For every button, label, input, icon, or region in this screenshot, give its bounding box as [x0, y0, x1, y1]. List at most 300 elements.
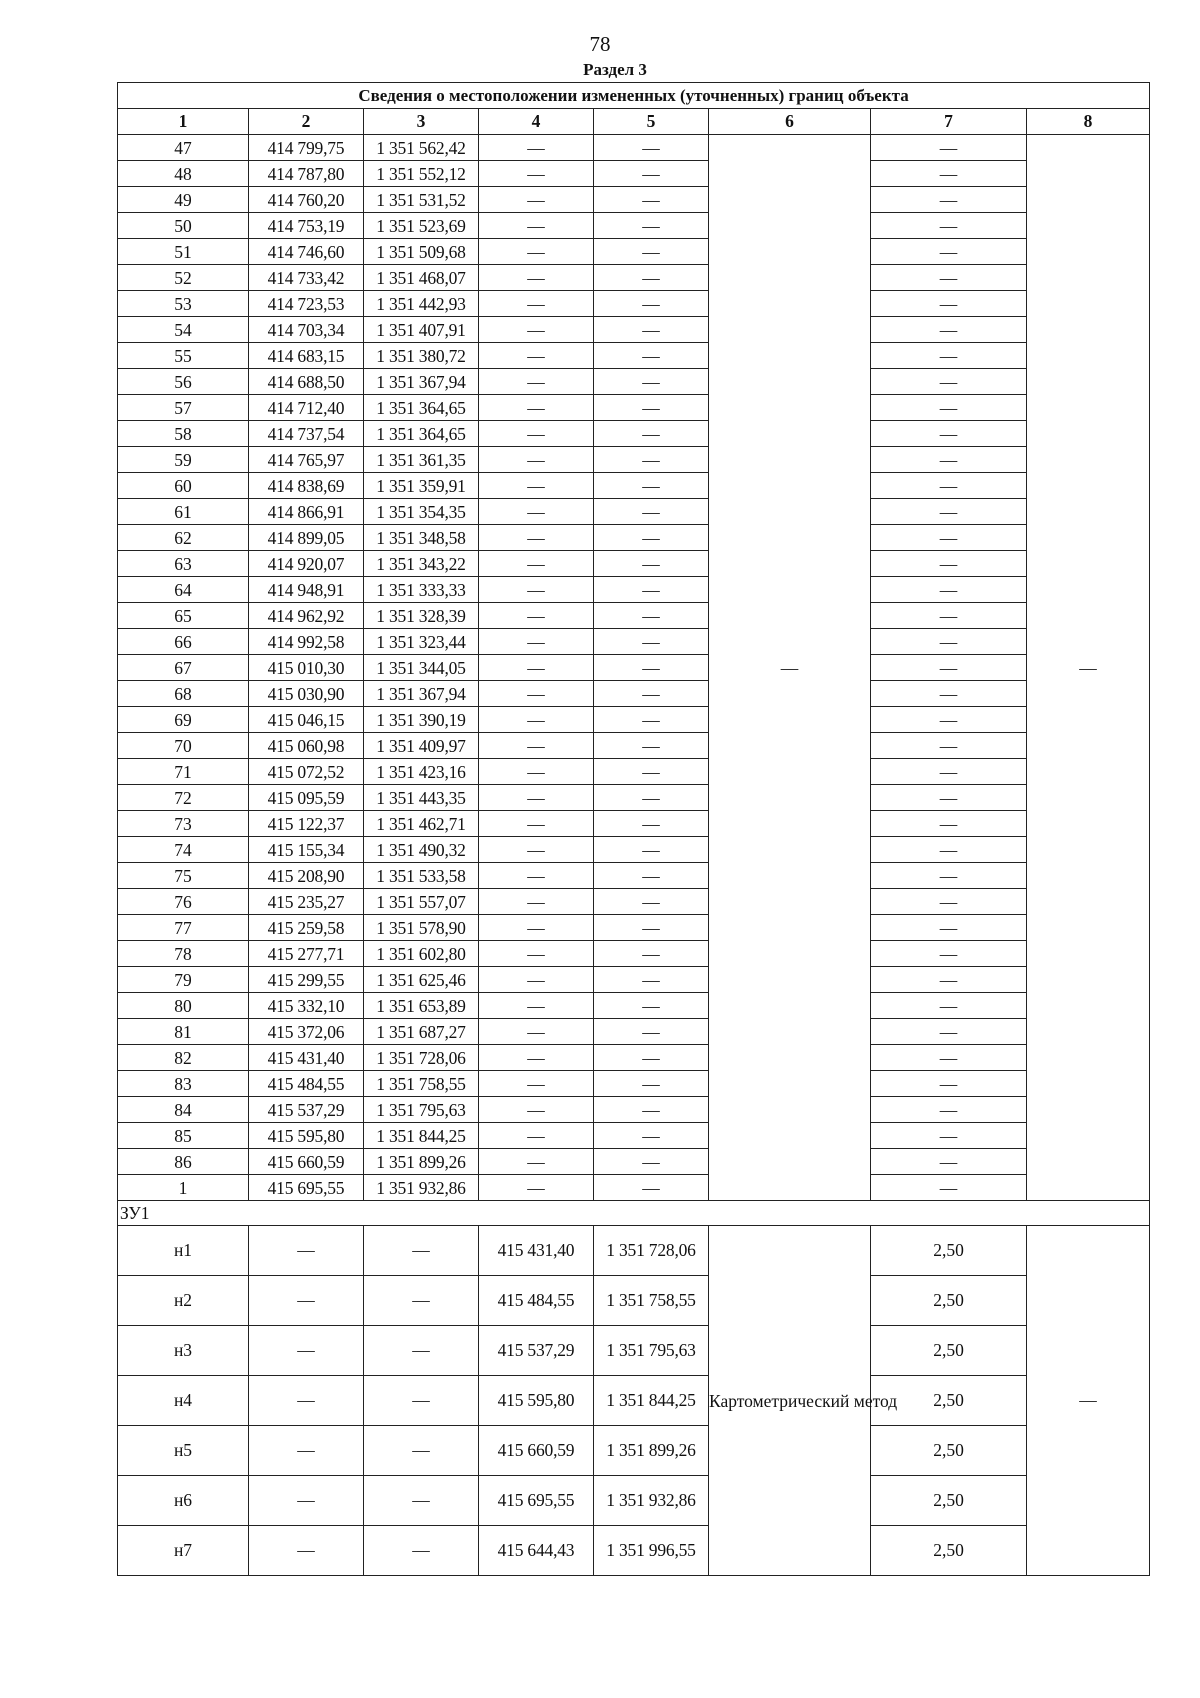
- point-number: н4: [118, 1376, 249, 1426]
- column-number: 4: [479, 109, 594, 135]
- coord-y: 1 351 795,63: [364, 1097, 479, 1123]
- coord-y: 1 351 443,35: [364, 785, 479, 811]
- table-row: [118, 421, 1150, 447]
- dash-cell: —: [594, 1149, 709, 1175]
- coord-x: 415 660,59: [249, 1149, 364, 1175]
- dash-cell: —: [871, 577, 1027, 603]
- coord-x: 415 155,34: [249, 837, 364, 863]
- point-number: н6: [118, 1476, 249, 1526]
- point-number: 48: [118, 161, 249, 187]
- coord-y: 1 351 328,39: [364, 603, 479, 629]
- table-row: [118, 291, 1150, 317]
- column-number-row: [118, 109, 1150, 135]
- dash-cell: —: [479, 1123, 594, 1149]
- coord-y: 1 351 533,58: [364, 863, 479, 889]
- point-number: 70: [118, 733, 249, 759]
- point-number: 52: [118, 265, 249, 291]
- coord-x: 415 095,59: [249, 785, 364, 811]
- description-cell: —: [1027, 135, 1150, 1201]
- coord-y: 1 351 364,65: [364, 421, 479, 447]
- coord-y: 1 351 490,32: [364, 837, 479, 863]
- dash-cell: —: [594, 187, 709, 213]
- coord-x: 415 695,55: [249, 1175, 364, 1201]
- coord-y: 1 351 442,93: [364, 291, 479, 317]
- table-row: [118, 551, 1150, 577]
- point-number: 76: [118, 889, 249, 915]
- dash-cell: —: [249, 1476, 364, 1526]
- coord-x: 414 753,19: [249, 213, 364, 239]
- table-row: [118, 863, 1150, 889]
- table-row: [118, 499, 1150, 525]
- dash-cell: —: [871, 889, 1027, 915]
- new-coord-x: 415 644,43: [479, 1526, 594, 1576]
- dash-cell: —: [364, 1476, 479, 1526]
- table-row: [118, 785, 1150, 811]
- dash-cell: —: [479, 993, 594, 1019]
- coord-y: 1 351 899,26: [364, 1149, 479, 1175]
- dash-cell: —: [594, 577, 709, 603]
- dash-cell: —: [479, 811, 594, 837]
- dash-cell: —: [249, 1276, 364, 1326]
- column-number: 5: [594, 109, 709, 135]
- dash-cell: —: [479, 941, 594, 967]
- dash-cell: —: [594, 733, 709, 759]
- section-title: Раздел 3: [583, 60, 647, 79]
- coord-x: 414 760,20: [249, 187, 364, 213]
- dash-cell: —: [479, 213, 594, 239]
- dash-cell: —: [479, 395, 594, 421]
- point-number: 62: [118, 525, 249, 551]
- dash-cell: —: [594, 239, 709, 265]
- table-caption: Сведения о местоположении измененных (уточненных) границ объекта: [118, 83, 1150, 109]
- dash-cell: —: [249, 1526, 364, 1576]
- coord-y: 1 351 367,94: [364, 681, 479, 707]
- point-number: 65: [118, 603, 249, 629]
- coord-y: 1 351 523,69: [364, 213, 479, 239]
- coord-x: 414 962,92: [249, 603, 364, 629]
- dash-cell: —: [479, 317, 594, 343]
- point-number: 60: [118, 473, 249, 499]
- dash-cell: —: [871, 681, 1027, 707]
- dash-cell: —: [871, 265, 1027, 291]
- dash-cell: —: [594, 343, 709, 369]
- dash-cell: —: [871, 447, 1027, 473]
- column-number: 7: [871, 109, 1027, 135]
- dash-cell: —: [871, 213, 1027, 239]
- accuracy-cell: 2,50: [871, 1376, 1027, 1426]
- dash-cell: —: [594, 811, 709, 837]
- accuracy-cell: 2,50: [871, 1226, 1027, 1276]
- dash-cell: —: [479, 577, 594, 603]
- coord-x: 415 332,10: [249, 993, 364, 1019]
- dash-cell: —: [594, 1123, 709, 1149]
- dash-cell: —: [594, 473, 709, 499]
- coord-y: 1 351 323,44: [364, 629, 479, 655]
- coord-x: 415 235,27: [249, 889, 364, 915]
- dash-cell: —: [871, 1045, 1027, 1071]
- coord-y: 1 351 364,65: [364, 395, 479, 421]
- new-coord-y: 1 351 758,55: [594, 1276, 709, 1326]
- dash-cell: —: [594, 915, 709, 941]
- table-row: [118, 915, 1150, 941]
- table-row: [118, 395, 1150, 421]
- table-row: [118, 213, 1150, 239]
- point-number: 81: [118, 1019, 249, 1045]
- table-row: [118, 993, 1150, 1019]
- point-number: 83: [118, 1071, 249, 1097]
- coord-x: 414 723,53: [249, 291, 364, 317]
- point-number: 72: [118, 785, 249, 811]
- point-number: 79: [118, 967, 249, 993]
- coord-y: 1 351 557,07: [364, 889, 479, 915]
- coord-x: 415 595,80: [249, 1123, 364, 1149]
- point-number: 80: [118, 993, 249, 1019]
- point-number: 78: [118, 941, 249, 967]
- coord-y: 1 351 552,12: [364, 161, 479, 187]
- table-row: [118, 135, 1150, 161]
- dash-cell: —: [594, 1019, 709, 1045]
- point-number: 47: [118, 135, 249, 161]
- dash-cell: —: [871, 941, 1027, 967]
- coord-x: 414 992,58: [249, 629, 364, 655]
- dash-cell: —: [594, 967, 709, 993]
- dash-cell: —: [594, 993, 709, 1019]
- coord-y: 1 351 578,90: [364, 915, 479, 941]
- coord-x: 414 838,69: [249, 473, 364, 499]
- dash-cell: —: [871, 1175, 1027, 1201]
- dash-cell: —: [479, 707, 594, 733]
- point-number: 73: [118, 811, 249, 837]
- dash-cell: —: [871, 421, 1027, 447]
- dash-cell: —: [479, 915, 594, 941]
- zone-table-row: [118, 1326, 1150, 1376]
- coord-x: 415 046,15: [249, 707, 364, 733]
- table-row: [118, 811, 1150, 837]
- dash-cell: —: [594, 863, 709, 889]
- point-number: 61: [118, 499, 249, 525]
- dash-cell: —: [871, 1019, 1027, 1045]
- accuracy-cell: 2,50: [871, 1526, 1027, 1576]
- table-row: [118, 967, 1150, 993]
- dash-cell: —: [479, 421, 594, 447]
- coord-x: 414 733,42: [249, 265, 364, 291]
- coord-y: 1 351 423,16: [364, 759, 479, 785]
- zone-header-row: [118, 1201, 1150, 1226]
- new-coord-x: 415 695,55: [479, 1476, 594, 1526]
- coord-y: 1 351 602,80: [364, 941, 479, 967]
- dash-cell: —: [594, 447, 709, 473]
- coord-y: 1 351 562,42: [364, 135, 479, 161]
- dash-cell: —: [479, 291, 594, 317]
- dash-cell: —: [871, 187, 1027, 213]
- new-coord-y: 1 351 932,86: [594, 1476, 709, 1526]
- table-row: [118, 239, 1150, 265]
- dash-cell: —: [871, 395, 1027, 421]
- dash-cell: —: [871, 811, 1027, 837]
- dash-cell: —: [249, 1376, 364, 1426]
- point-number: н7: [118, 1526, 249, 1576]
- new-coord-y: 1 351 844,25: [594, 1376, 709, 1426]
- coord-y: 1 351 531,52: [364, 187, 479, 213]
- coord-x: 415 372,06: [249, 1019, 364, 1045]
- zone-table-row: [118, 1526, 1150, 1576]
- dash-cell: —: [871, 291, 1027, 317]
- coord-y: 1 351 359,91: [364, 473, 479, 499]
- coord-x: 414 948,91: [249, 577, 364, 603]
- dash-cell: —: [479, 239, 594, 265]
- dash-cell: —: [364, 1276, 479, 1326]
- dash-cell: —: [479, 369, 594, 395]
- dash-cell: —: [364, 1376, 479, 1426]
- table-row: [118, 1019, 1150, 1045]
- dash-cell: —: [479, 1019, 594, 1045]
- dash-cell: —: [594, 681, 709, 707]
- dash-cell: —: [871, 655, 1027, 681]
- dash-cell: —: [479, 681, 594, 707]
- coord-x: 414 703,34: [249, 317, 364, 343]
- coord-x: 414 866,91: [249, 499, 364, 525]
- new-coord-x: 415 537,29: [479, 1326, 594, 1376]
- coord-x: 414 787,80: [249, 161, 364, 187]
- coord-y: 1 351 348,58: [364, 525, 479, 551]
- accuracy-cell: 2,50: [871, 1426, 1027, 1476]
- dash-cell: —: [871, 1071, 1027, 1097]
- zone-label: ЗУ1: [118, 1201, 1150, 1226]
- dash-cell: —: [594, 395, 709, 421]
- coord-y: 1 351 354,35: [364, 499, 479, 525]
- new-coord-y: 1 351 996,55: [594, 1526, 709, 1576]
- dash-cell: —: [871, 317, 1027, 343]
- dash-cell: —: [594, 1097, 709, 1123]
- point-number: 85: [118, 1123, 249, 1149]
- dash-cell: —: [364, 1426, 479, 1476]
- table-row: [118, 837, 1150, 863]
- dash-cell: —: [594, 603, 709, 629]
- accuracy-cell: 2,50: [871, 1276, 1027, 1326]
- table-caption-row: [118, 83, 1150, 109]
- accuracy-cell: 2,50: [871, 1326, 1027, 1376]
- new-coord-x: 415 595,80: [479, 1376, 594, 1426]
- dash-cell: —: [479, 1071, 594, 1097]
- zone-table-row: [118, 1226, 1150, 1276]
- method-cell: —: [709, 135, 871, 1201]
- dash-cell: —: [479, 733, 594, 759]
- dash-cell: —: [871, 915, 1027, 941]
- coord-y: 1 351 468,07: [364, 265, 479, 291]
- table-row: [118, 343, 1150, 369]
- dash-cell: —: [594, 317, 709, 343]
- table-row: [118, 1045, 1150, 1071]
- table-row: [118, 1123, 1150, 1149]
- dash-cell: —: [871, 967, 1027, 993]
- new-coord-x: 415 431,40: [479, 1226, 594, 1276]
- point-number: 59: [118, 447, 249, 473]
- dash-cell: —: [594, 759, 709, 785]
- dash-cell: —: [479, 1097, 594, 1123]
- dash-cell: —: [479, 135, 594, 161]
- new-coord-y: 1 351 728,06: [594, 1226, 709, 1276]
- coord-y: 1 351 390,19: [364, 707, 479, 733]
- coord-x: 414 688,50: [249, 369, 364, 395]
- table-row: [118, 941, 1150, 967]
- point-number: 49: [118, 187, 249, 213]
- point-number: 86: [118, 1149, 249, 1175]
- coord-y: 1 351 625,46: [364, 967, 479, 993]
- column-number: 8: [1027, 109, 1150, 135]
- dash-cell: —: [871, 1123, 1027, 1149]
- point-number: 84: [118, 1097, 249, 1123]
- dash-cell: —: [594, 889, 709, 915]
- dash-cell: —: [479, 447, 594, 473]
- coord-y: 1 351 333,33: [364, 577, 479, 603]
- dash-cell: —: [479, 551, 594, 577]
- point-number: 75: [118, 863, 249, 889]
- point-number: 68: [118, 681, 249, 707]
- dash-cell: —: [871, 603, 1027, 629]
- dash-cell: —: [364, 1326, 479, 1376]
- dash-cell: —: [479, 837, 594, 863]
- point-number: 77: [118, 915, 249, 941]
- table-row: [118, 707, 1150, 733]
- table-row: [118, 733, 1150, 759]
- dash-cell: —: [871, 1149, 1027, 1175]
- dash-cell: —: [871, 135, 1027, 161]
- point-number: 55: [118, 343, 249, 369]
- coord-y: 1 351 758,55: [364, 1071, 479, 1097]
- column-number: 1: [118, 109, 249, 135]
- table-row: [118, 577, 1150, 603]
- dash-cell: —: [249, 1426, 364, 1476]
- new-coord-x: 415 660,59: [479, 1426, 594, 1476]
- dash-cell: —: [594, 1071, 709, 1097]
- point-number: 64: [118, 577, 249, 603]
- table-row: [118, 161, 1150, 187]
- dash-cell: —: [479, 343, 594, 369]
- dash-cell: —: [594, 369, 709, 395]
- table-row: [118, 629, 1150, 655]
- dash-cell: —: [594, 655, 709, 681]
- dash-cell: —: [364, 1526, 479, 1576]
- dash-cell: —: [479, 655, 594, 681]
- zone-method-cell: Картометрический метод: [709, 1226, 871, 1576]
- coord-y: 1 351 509,68: [364, 239, 479, 265]
- dash-cell: —: [871, 837, 1027, 863]
- new-coord-y: 1 351 899,26: [594, 1426, 709, 1476]
- dash-cell: —: [594, 1175, 709, 1201]
- coord-x: 415 299,55: [249, 967, 364, 993]
- coord-y: 1 351 343,22: [364, 551, 479, 577]
- dash-cell: —: [479, 1175, 594, 1201]
- dash-cell: —: [871, 733, 1027, 759]
- table-row: [118, 759, 1150, 785]
- dash-cell: —: [871, 629, 1027, 655]
- table-row: [118, 603, 1150, 629]
- dash-cell: —: [594, 785, 709, 811]
- point-number: н1: [118, 1226, 249, 1276]
- dash-cell: —: [479, 629, 594, 655]
- point-number: 56: [118, 369, 249, 395]
- dash-cell: —: [594, 1045, 709, 1071]
- dash-cell: —: [871, 369, 1027, 395]
- zone-table-row: [118, 1376, 1150, 1426]
- dash-cell: —: [871, 343, 1027, 369]
- point-number: 53: [118, 291, 249, 317]
- coord-x: 415 537,29: [249, 1097, 364, 1123]
- dash-cell: —: [594, 291, 709, 317]
- zone-description-cell: —: [1027, 1226, 1150, 1576]
- point-number: 63: [118, 551, 249, 577]
- table-row: [118, 1175, 1150, 1201]
- table-row: [118, 525, 1150, 551]
- point-number: 1: [118, 1175, 249, 1201]
- coord-x: 415 060,98: [249, 733, 364, 759]
- new-coord-x: 415 484,55: [479, 1276, 594, 1326]
- coord-x: 415 431,40: [249, 1045, 364, 1071]
- dash-cell: —: [479, 785, 594, 811]
- coord-y: 1 351 932,86: [364, 1175, 479, 1201]
- coord-y: 1 351 380,72: [364, 343, 479, 369]
- point-number: 57: [118, 395, 249, 421]
- dash-cell: —: [871, 707, 1027, 733]
- table-row: [118, 681, 1150, 707]
- point-number: 82: [118, 1045, 249, 1071]
- dash-cell: —: [479, 1149, 594, 1175]
- point-number: 66: [118, 629, 249, 655]
- coord-y: 1 351 462,71: [364, 811, 479, 837]
- dash-cell: —: [479, 525, 594, 551]
- coord-x: 414 712,40: [249, 395, 364, 421]
- dash-cell: —: [594, 499, 709, 525]
- dash-cell: —: [594, 421, 709, 447]
- coord-x: 414 683,15: [249, 343, 364, 369]
- coord-x: 415 208,90: [249, 863, 364, 889]
- coord-x: 415 484,55: [249, 1071, 364, 1097]
- dash-cell: —: [594, 941, 709, 967]
- dash-cell: —: [479, 759, 594, 785]
- dash-cell: —: [871, 759, 1027, 785]
- coord-x: 414 799,75: [249, 135, 364, 161]
- dash-cell: —: [871, 525, 1027, 551]
- dash-cell: —: [479, 1045, 594, 1071]
- dash-cell: —: [479, 473, 594, 499]
- coord-y: 1 351 687,27: [364, 1019, 479, 1045]
- coord-x: 415 259,58: [249, 915, 364, 941]
- column-number: 6: [709, 109, 871, 135]
- dash-cell: —: [479, 499, 594, 525]
- dash-cell: —: [479, 863, 594, 889]
- dash-cell: —: [594, 525, 709, 551]
- table-row: [118, 473, 1150, 499]
- point-number: 50: [118, 213, 249, 239]
- dash-cell: —: [594, 551, 709, 577]
- coord-x: 415 277,71: [249, 941, 364, 967]
- zone-table-row: [118, 1426, 1150, 1476]
- dash-cell: —: [249, 1326, 364, 1376]
- coord-x: 415 072,52: [249, 759, 364, 785]
- coord-x: 415 030,90: [249, 681, 364, 707]
- coord-y: 1 351 653,89: [364, 993, 479, 1019]
- column-number: 2: [249, 109, 364, 135]
- coord-y: 1 351 367,94: [364, 369, 479, 395]
- coord-x: 414 899,05: [249, 525, 364, 551]
- point-number: 71: [118, 759, 249, 785]
- dash-cell: —: [871, 785, 1027, 811]
- dash-cell: —: [479, 967, 594, 993]
- dash-cell: —: [479, 265, 594, 291]
- dash-cell: —: [871, 499, 1027, 525]
- coord-y: 1 351 844,25: [364, 1123, 479, 1149]
- table-row: [118, 265, 1150, 291]
